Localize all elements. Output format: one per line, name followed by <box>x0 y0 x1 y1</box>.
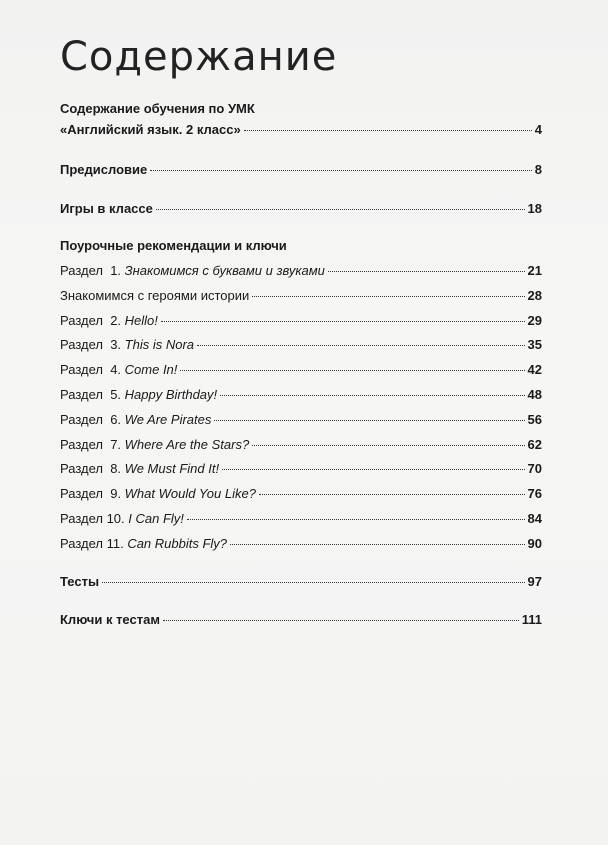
section-title: I Can Fly! <box>128 511 184 526</box>
toc-entry-section[interactable] <box>60 437 542 453</box>
toc-page-number: 62 <box>527 436 542 452</box>
leader-dots <box>252 296 524 297</box>
section-title: Come In! <box>124 362 178 378</box>
section-title: We Are Pirates <box>124 411 212 427</box>
toc-entry-label <box>60 412 211 428</box>
section-title: What Would You Like? <box>124 486 256 502</box>
leader-dots <box>156 209 525 210</box>
leader-dots <box>163 620 519 621</box>
toc-entry-section[interactable] <box>60 337 542 353</box>
toc-entry-section[interactable] <box>60 536 542 552</box>
toc-entry-label <box>60 288 249 304</box>
toc-entry-label <box>60 263 325 279</box>
toc-entry-section[interactable] <box>60 461 542 477</box>
toc-entry-curriculum[interactable] <box>60 122 542 138</box>
leader-dots <box>187 519 525 520</box>
toc-entry-preface[interactable] <box>60 162 542 178</box>
leader-dots <box>252 445 524 446</box>
toc-entry-test-keys[interactable] <box>60 612 542 628</box>
toc-entry-label: Игры в классе <box>60 201 153 216</box>
section-number: Раздел 8. <box>60 461 125 477</box>
leader-dots <box>150 170 532 171</box>
toc-entry-label: Ключи к тестам <box>60 612 160 627</box>
section-number: Раздел 9. <box>60 486 125 502</box>
toc-page-number: 76 <box>527 486 542 502</box>
toc-entry-section[interactable] <box>60 288 542 304</box>
section-title: Hello! <box>124 312 158 328</box>
toc-page-number: 48 <box>527 387 542 402</box>
toc-page-number: 84 <box>527 511 542 526</box>
leader-dots <box>259 494 525 495</box>
page-title: Содержание <box>60 34 338 80</box>
toc-entry-label <box>60 486 256 502</box>
toc-page-number: 29 <box>527 312 542 328</box>
section-title: We Must Find It! <box>124 461 220 477</box>
toc-page-number: 35 <box>527 337 542 353</box>
section-number: Раздел 5. <box>60 387 125 402</box>
leader-dots <box>214 420 524 421</box>
toc-entry-label <box>60 337 194 353</box>
toc-entry-section[interactable] <box>60 362 542 378</box>
toc-entry-tests[interactable] <box>60 574 542 590</box>
toc-entry-label <box>60 536 227 552</box>
section-title: Can Rubbits Fly? <box>127 535 228 551</box>
toc-entry-section[interactable] <box>60 313 542 329</box>
toc-entry-label: Предисловие <box>60 162 148 177</box>
toc-entry-label: Тесты <box>60 574 100 589</box>
section-number: Раздел 6. <box>60 411 125 427</box>
section-title: This is Nora <box>124 337 195 353</box>
toc-page-number: 90 <box>527 535 542 551</box>
section-number: Раздел 10. <box>60 511 129 526</box>
toc-page-number: 42 <box>527 362 542 378</box>
leader-dots <box>161 321 525 322</box>
section-number: Раздел 4. <box>60 362 125 378</box>
toc-page-number: 8 <box>534 162 542 177</box>
toc-page-number: 70 <box>527 461 542 477</box>
section-number: Раздел 1. <box>60 263 125 278</box>
leader-dots <box>222 469 524 470</box>
leader-dots <box>244 130 532 131</box>
section-number: Раздел 7. <box>60 436 125 452</box>
section-number: Раздел 3. <box>60 337 125 353</box>
toc-entry-section[interactable] <box>60 387 542 403</box>
leader-dots <box>230 544 525 545</box>
toc-page-number: 21 <box>527 263 542 278</box>
toc-page-number: 56 <box>527 411 542 427</box>
leader-dots <box>328 271 525 272</box>
toc-page-number: 4 <box>534 122 542 137</box>
toc-page-number: 97 <box>527 574 542 589</box>
leader-dots <box>102 582 524 583</box>
section-title: Знакомимся с героями истории <box>60 287 250 303</box>
toc-page-number: 28 <box>527 287 542 303</box>
toc-entry-section[interactable] <box>60 486 542 502</box>
section-title: Where Are the Stars? <box>124 436 250 452</box>
leader-dots <box>220 395 524 396</box>
section-title: Happy Birthday! <box>124 387 218 402</box>
toc-heading-lessons: Поурочные рекомендации и ключи <box>60 238 287 253</box>
toc-page-number: 111 <box>521 612 542 627</box>
toc-entry-section[interactable] <box>60 511 542 527</box>
section-number: Раздел 11. <box>60 535 128 551</box>
toc-entry-label: «Английский язык. 2 класс» <box>60 122 241 137</box>
toc-entry-section[interactable] <box>60 263 542 279</box>
section-number: Раздел 2. <box>60 312 125 328</box>
toc-entry-label <box>60 362 177 378</box>
section-title: Знакомимся с буквами и звуками <box>124 263 325 278</box>
toc-entry-label <box>60 437 249 453</box>
toc-entry-label <box>60 461 219 477</box>
toc-page-number: 18 <box>527 201 542 216</box>
toc-entry-label <box>60 387 217 403</box>
toc-entry-curriculum-line1: Содержание обучения по УМК <box>60 101 255 116</box>
leader-dots <box>180 370 524 371</box>
toc-entry-label <box>60 313 158 329</box>
toc-entry-games[interactable] <box>60 201 542 217</box>
toc-entry-section[interactable] <box>60 412 542 428</box>
toc-entry-label <box>60 511 184 527</box>
leader-dots <box>197 345 525 346</box>
